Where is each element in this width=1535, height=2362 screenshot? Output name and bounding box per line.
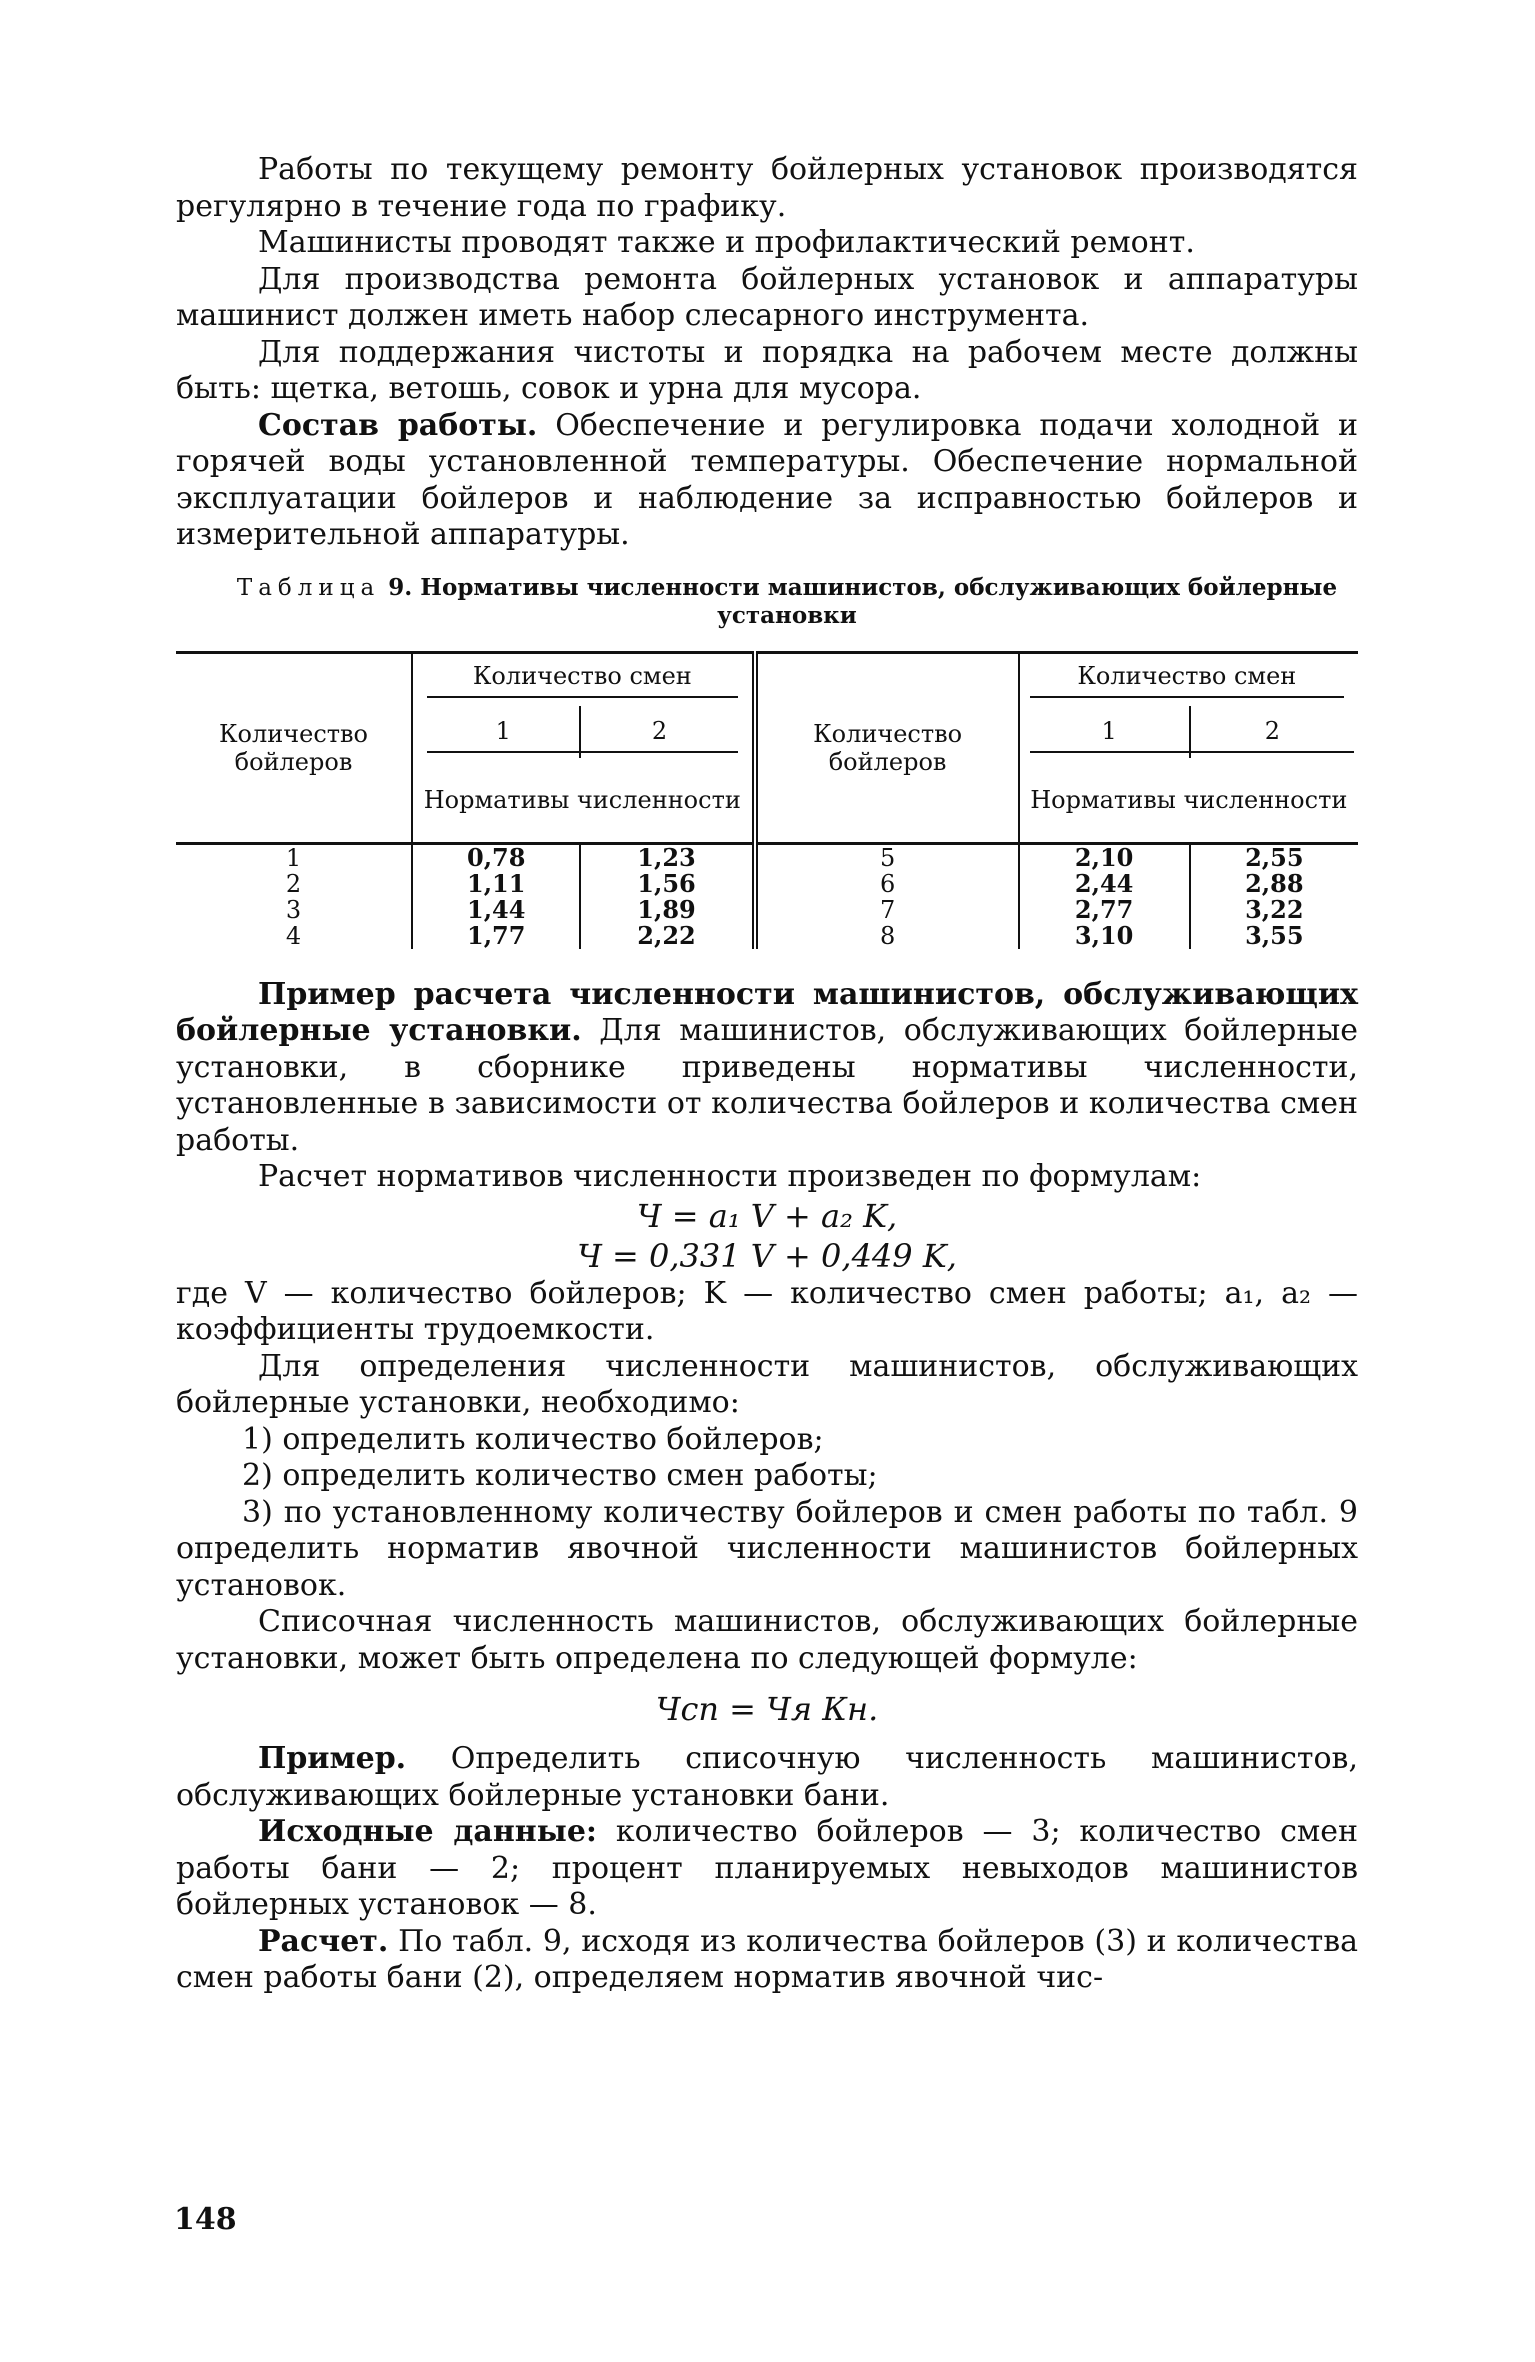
norms-table — [176, 651, 1358, 949]
paragraph-example-calc — [176, 977, 1358, 1160]
shift1-left-2: 1,11 — [467, 868, 526, 898]
shift2-right-3: 3,22 — [1245, 894, 1304, 924]
page-body — [176, 152, 1358, 1997]
paragraph-calculation — [176, 1924, 1358, 1997]
column-boilers-left — [176, 843, 412, 949]
paragraph-formula-intro: Расчет нормативов численности произведен по формулам: — [258, 1159, 1202, 1194]
shift2-right-1: 2,55 — [1245, 842, 1304, 872]
boilers-right-5: 5 — [879, 843, 896, 872]
table-caption-word: Таблица — [236, 574, 381, 601]
paragraph-list-formula-intro: Списочная численность машинистов, обслуживающих бойлерные установки, может быть определена по следующей формуле: — [176, 1604, 1358, 1676]
shift2-right-2: 2,88 — [1245, 868, 1304, 898]
shift2-left-4: 2,22 — [637, 920, 696, 950]
shift2-right-4: 3,55 — [1245, 920, 1304, 950]
column-boilers-right — [755, 843, 1019, 949]
formula-list-count: Чсп = Чя Кн. — [655, 1690, 879, 1728]
calculation-heading: Расчет. — [258, 1923, 389, 1959]
work-composition-heading: Состав работы. — [258, 407, 538, 443]
boilers-right-8: 8 — [879, 921, 896, 950]
shift1-left-3: 1,44 — [467, 894, 526, 924]
paragraph-cleanliness: Для поддержания чистоты и порядка на рабочем месте должны быть: щетка, ветошь, совок и урна для мусора. — [176, 334, 1358, 406]
step-3: 3) по установленному количеству бойлеров и смен работы по табл. 9 определить норматив явочной численности машинистов бойлерных установок. — [176, 1494, 1358, 1603]
header-norms-right: Нормативы численности — [1019, 758, 1358, 844]
shift1-right-2: 2,44 — [1074, 868, 1134, 898]
shift2-left-2: 1,56 — [637, 868, 696, 898]
paragraph-steps-intro: Для определения численности машинистов, обслуживающих бойлерные установки, необходимо: — [176, 1348, 1358, 1420]
page-number: 148 — [174, 2202, 237, 2237]
paragraph-where: где V — количество бойлеров; K — количество смен работы; a₁, a₂ — коэффициенты трудоемкости. — [176, 1275, 1358, 1347]
boilers-left-1: 1 — [285, 843, 302, 872]
paragraph-example — [176, 1741, 1358, 1814]
table-caption — [176, 574, 1358, 629]
paragraph-work-composition — [176, 408, 1358, 554]
calculation-text: По табл. 9, исходя из количества бойлеров (3) и количества смен работы бани (2), определяем норматив явочной чис- — [176, 1923, 1358, 1995]
boilers-left-2: 2 — [285, 869, 302, 898]
boilers-left-3: 3 — [285, 895, 302, 924]
example-heading: Пример. — [258, 1741, 407, 1776]
boilers-right-6: 6 — [879, 869, 896, 898]
step-2: 2) определить количество смен работы; — [242, 1458, 878, 1493]
shift1-left-4: 1,77 — [467, 920, 526, 950]
example-calc-text: Для машинистов, обслуживающих бойлерные установки, в сборнике приведены нормативы численности, установленные в зависимости от количества бойлеров и количества смен работы. — [176, 1013, 1358, 1158]
shift1-left-1: 0,78 — [467, 842, 526, 872]
shift1-right-1: 2,10 — [1074, 842, 1134, 872]
header-boilers-right: Количество бойлеров — [755, 652, 1019, 843]
table-caption-text: 9. Нормативы численности машинистов, обслуживающих бойлерные установки — [380, 573, 1338, 629]
paragraph-source-data — [176, 1814, 1358, 1924]
paragraph-tools: Для производства ремонта бойлерных установок и аппаратуры машинист должен иметь набор слесарного инструмента. — [176, 261, 1358, 333]
header-shift2-left: 2 — [581, 711, 737, 753]
header-norms-left: Нормативы численности — [412, 758, 755, 844]
formula-general: Ч = a₁ V + a₂ K, — [636, 1196, 898, 1235]
step-1: 1) определить количество бойлеров; — [242, 1421, 824, 1457]
example-calc-heading: Пример расчета численности машинистов, обслуживающих бойлерные установки. — [176, 976, 1358, 1048]
column-shift1-right — [1019, 843, 1190, 949]
column-shift2-left — [580, 843, 754, 949]
header-shifts-right: Количество смен — [1030, 662, 1344, 698]
shift1-right-3: 2,77 — [1074, 894, 1134, 924]
column-shift2-right — [1190, 843, 1358, 949]
header-shifts-left: Количество смен — [427, 662, 738, 698]
boilers-left-4: 4 — [285, 921, 302, 950]
header-shift2-right: 2 — [1191, 711, 1354, 753]
shift1-right-4: 3,10 — [1074, 920, 1134, 950]
shift2-left-1: 1,23 — [637, 842, 696, 872]
source-data-text: количество бойлеров — 3; количество смен работы бани — 2; процент планируемых невыходов машинистов бойлерных установок — 8. — [176, 1814, 1358, 1922]
column-shift1-left — [412, 843, 580, 949]
work-composition-text: Обеспечение и регулировка подачи холодной и горячей воды установленной температуры. Обеспечение нормальной эксплуатации бойлеров и наблюдение за исправностью бойлеров и измерительной аппаратуры. — [176, 407, 1358, 552]
shift2-left-3: 1,89 — [637, 894, 696, 924]
paragraph-preventive-repair: Машинисты проводят также и профилактический ремонт. — [258, 225, 1195, 260]
header-shift1-right: 1 — [1030, 711, 1189, 753]
header-boilers-left: Количество бойлеров — [176, 652, 412, 843]
header-shift1-left: 1 — [427, 711, 579, 753]
boilers-right-7: 7 — [879, 895, 896, 924]
paragraph-repair-schedule: Работы по текущему ремонту бойлерных установок производятся регулярно в течение года по графику. — [176, 152, 1358, 224]
formula-numeric: Ч = 0,331 V + 0,449 K, — [577, 1236, 957, 1275]
source-data-heading: Исходные данные: — [258, 1814, 597, 1849]
example-text: Определить списочную численность машинистов, обслуживающих бойлерные установки бани. — [176, 1741, 1358, 1813]
